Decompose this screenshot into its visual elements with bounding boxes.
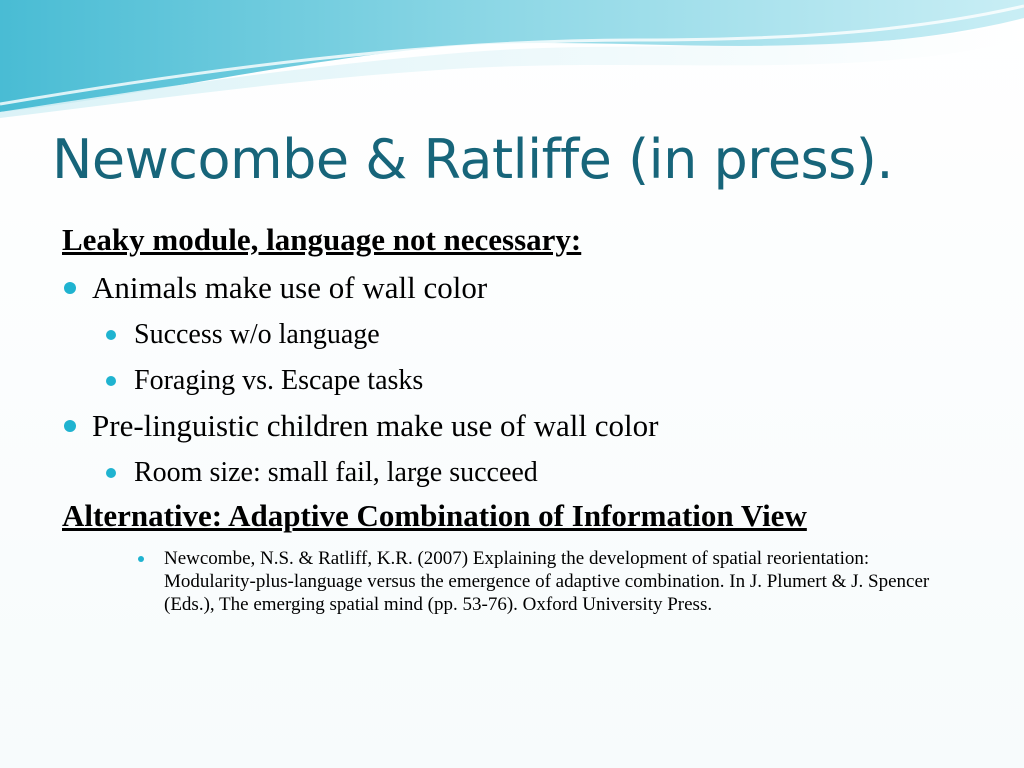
- bullet-text: Pre-linguistic children make use of wall color: [92, 408, 659, 443]
- bullet-icon: [64, 282, 76, 294]
- bullet-icon: [106, 330, 116, 340]
- bullet-item-animals: [62, 270, 962, 306]
- bullet-icon: [106, 376, 116, 386]
- reference-text: Newcombe, N.S. & Ratliff, K.R. (2007) Explaining the development of spatial reorientation: Modularity-plus-language versus the emergence of adaptive combination. In J. Plumert & J. Spencer (Eds.), The emerging spatial mind (pp. 53-76). Oxford University Press.: [164, 548, 930, 615]
- sub-bullet-text: Room size: small fail, large succeed: [134, 457, 538, 488]
- sub-bullet-item-foraging: [62, 364, 962, 398]
- sub-bullet-item-success: [62, 318, 962, 352]
- sub-bullet-item-room-size: [62, 456, 962, 490]
- sub-bullet-text: Success w/o language: [134, 319, 380, 350]
- bullet-icon: [64, 420, 76, 432]
- section-heading-adaptive-combination: Alternative: Adaptive Combination of Information View: [62, 498, 807, 533]
- bullet-icon: [138, 556, 144, 562]
- slide-title: Newcombe & Ratliffe (in press).: [52, 128, 894, 191]
- bullet-item-pre-linguistic-children: [62, 408, 962, 444]
- header-swoosh-decoration: [0, 0, 1024, 120]
- sub-bullet-text: Foraging vs. Escape tasks: [134, 365, 424, 396]
- slide-body: [62, 220, 962, 616]
- section-heading-leaky-module: Leaky module, language not necessary:: [62, 222, 582, 257]
- reference-citation: [62, 547, 962, 616]
- bullet-icon: [106, 468, 116, 478]
- bullet-text: Animals make use of wall color: [92, 270, 488, 305]
